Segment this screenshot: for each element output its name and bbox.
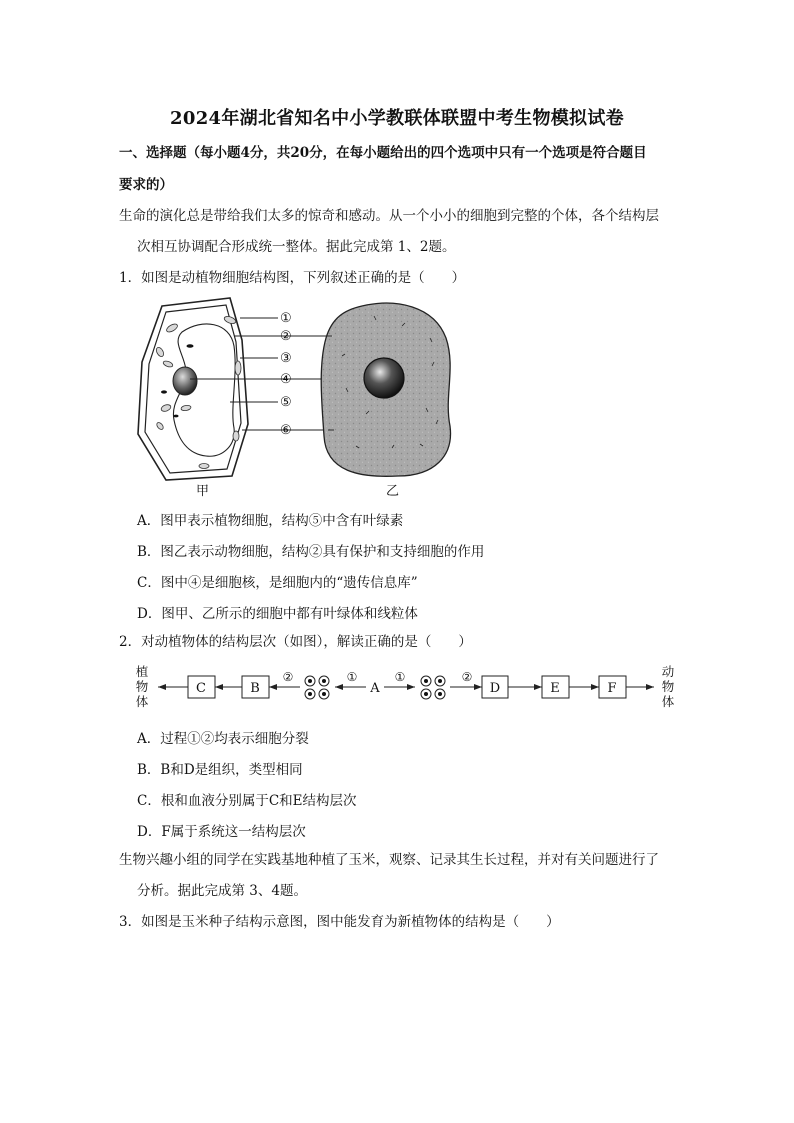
plant-nucleus — [173, 367, 197, 395]
q1-option-d[interactable]: D．图甲、乙所示的细胞中都有叶绿体和线粒体 — [137, 606, 418, 622]
box-b: B — [250, 681, 260, 696]
page-title: 2024年湖北省知名中小学教联体联盟中考生物模拟试卷 — [170, 108, 624, 129]
animal-cell-diagram — [321, 303, 450, 476]
chloroplast-marked — [235, 361, 241, 375]
marker-2: ② — [280, 329, 292, 344]
animal-label-3: 体 — [661, 694, 675, 709]
hierarchy-figure — [130, 662, 680, 714]
step-2-left: ② — [282, 670, 294, 684]
marker-4: ④ — [280, 372, 292, 387]
intro-paragraph-2-cont: 分析。据此完成第 3、4题。 — [137, 883, 307, 899]
step-2-right: ② — [461, 670, 473, 684]
animal-label-1: 动 — [661, 664, 675, 679]
box-d: D — [489, 681, 501, 696]
label-animal-cell: 乙 — [386, 484, 400, 499]
plant-label-3: 体 — [135, 694, 149, 709]
step-1-left: ① — [346, 670, 358, 684]
box-e: E — [550, 681, 560, 696]
q2-option-a[interactable]: A．过程①②均表示细胞分裂 — [137, 731, 309, 747]
intro-paragraph-2: 生物兴趣小组的同学在实践基地种植了玉米，观察、记录其生长过程，并对有关问题进行了 — [119, 852, 659, 868]
box-c: C — [196, 681, 206, 696]
marker-1: ① — [280, 311, 292, 326]
intro-paragraph-1: 生命的演化总是带给我们太多的惊奇和感动。从一个小小的细胞到完整的个体，各个结构层 — [119, 208, 659, 224]
label-plant-cell: 甲 — [196, 484, 210, 499]
animal-label-2: 物 — [661, 679, 675, 694]
q2-option-b[interactable]: B．B和D是组织，类型相同 — [137, 762, 303, 778]
box-f: F — [607, 681, 617, 696]
animal-nucleus — [364, 358, 404, 398]
cell-group-right — [421, 676, 445, 699]
intro-paragraph-1-cont: 次相互协调配合形成统一整体。据此完成第 1、2题。 — [137, 239, 456, 255]
question-1-stem: 1．如图是动植物细胞结构图，下列叙述正确的是（ ） — [119, 270, 466, 286]
cell-group-left — [305, 676, 329, 699]
cell-structure-figure — [130, 296, 460, 501]
marker-6: ⑥ — [280, 423, 292, 438]
marker-5: ⑤ — [280, 395, 292, 410]
q1-option-a[interactable]: A．图甲表示植物细胞，结构⑤中含有叶绿素 — [137, 513, 404, 529]
step-1-right: ① — [394, 670, 406, 684]
section-heading: 一、选择题（每小题4分，共20分，在每小题给出的四个选项中只有一个选项是符合题目 — [119, 145, 647, 161]
section-heading-cont: 要求的） — [119, 177, 173, 193]
plant-label-1: 植 — [135, 664, 149, 679]
q1-option-c[interactable]: C．图中④是细胞核，是细胞内的“遗传信息库” — [137, 575, 418, 591]
q2-option-d[interactable]: D．F属于系统这一结构层次 — [137, 824, 306, 840]
figure-markers — [280, 311, 292, 438]
q2-option-c[interactable]: C．根和血液分别属于C和E结构层次 — [137, 793, 357, 809]
plant-label-2: 物 — [135, 679, 149, 694]
question-2-stem: 2．对动植物体的结构层次（如图），解读正确的是（ ） — [119, 634, 472, 650]
question-3-stem: 3．如图是玉米种子结构示意图，图中能发育为新植物体的结构是（ ） — [119, 914, 560, 930]
q1-option-b[interactable]: B．图乙表示动物细胞，结构②具有保护和支持细胞的作用 — [137, 544, 485, 560]
center-a: A — [370, 681, 380, 696]
marker-3: ③ — [280, 351, 292, 366]
